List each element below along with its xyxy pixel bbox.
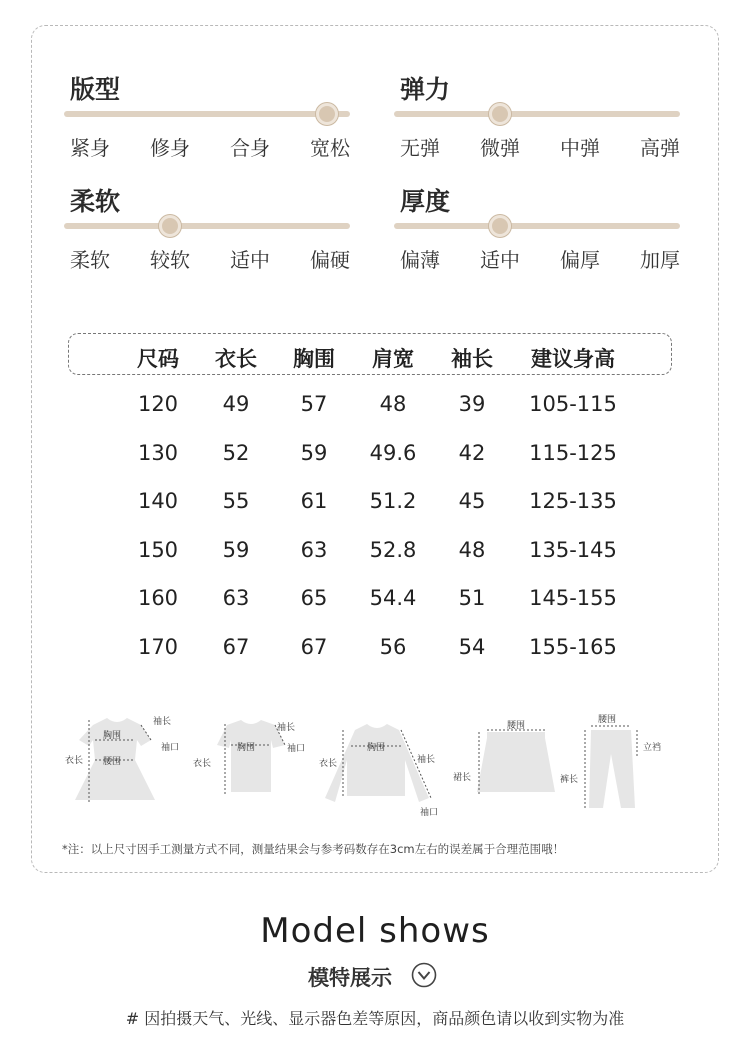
size-table-cell: 48 — [458, 537, 486, 562]
attr-thickness-title: 厚度 — [400, 187, 451, 216]
pants-diagram — [585, 726, 637, 808]
size-table-cell: 51 — [458, 586, 486, 610]
attr-softness-knob — [159, 215, 181, 237]
sweater-label: 衣长 — [319, 759, 338, 769]
pants-label: 裤长 — [560, 775, 579, 785]
attr-fit-option: 修身 — [150, 136, 190, 160]
size-table-header-cell: 衣长 — [215, 347, 257, 371]
attr-elasticity-option: 中弹 — [560, 136, 600, 160]
size-table-cell: 67 — [300, 634, 328, 659]
size-table-cell: 105-115 — [529, 392, 617, 416]
dress-label: 袖长 — [153, 717, 172, 727]
size-table-header-cell: 建议身高 — [531, 347, 615, 371]
size-table-cell: 63 — [300, 537, 328, 562]
size-table-cell: 115-125 — [529, 440, 617, 465]
attr-elasticity-track — [394, 111, 680, 117]
attr-fit-knob — [316, 103, 338, 125]
attr-elasticity-option: 微弹 — [480, 136, 520, 160]
size-table-cell: 59 — [222, 537, 250, 562]
attr-elasticity-option: 高弹 — [640, 136, 680, 160]
attr-thickness-option: 加厚 — [640, 248, 680, 272]
size-table-cell: 45 — [458, 489, 486, 513]
measurement-diagrams — [55, 700, 695, 830]
attr-softness-option: 适中 — [230, 248, 270, 272]
size-table-header-cell: 尺码 — [137, 347, 179, 371]
skirt-diagram — [477, 730, 555, 794]
skirt-label: 腰围 — [507, 721, 526, 731]
attr-fit-track — [64, 111, 350, 117]
model-section-title: Model shows — [260, 911, 490, 951]
dress-label: 腰围 — [103, 757, 122, 767]
size-table-cell: 125-135 — [529, 489, 617, 513]
tshirt-diagram — [217, 720, 285, 794]
sweater-label: 袖长 — [417, 755, 436, 765]
size-table-cell: 42 — [458, 440, 486, 465]
attr-fit-title: 版型 — [70, 75, 121, 104]
size-table-header-cell: 袖长 — [451, 347, 493, 371]
size-table-cell: 51.2 — [369, 489, 417, 513]
size-table-cell: 67 — [222, 634, 250, 659]
size-table-cell: 160 — [137, 586, 179, 610]
size-table-cell: 52.8 — [369, 537, 417, 562]
size-table-cell: 39 — [458, 392, 486, 416]
size-table-cell: 54.4 — [369, 586, 417, 610]
attr-thickness-option: 适中 — [480, 248, 520, 272]
attr-thickness-track — [394, 223, 680, 229]
size-table-cell: 145-155 — [529, 586, 617, 610]
size-table-header-cell: 肩宽 — [372, 347, 414, 371]
size-table-cell: 140 — [137, 489, 179, 513]
attr-softness-option: 柔软 — [70, 248, 110, 272]
tshirt-label: 袖口 — [287, 744, 306, 754]
size-table-cell: 155-165 — [529, 634, 617, 659]
attr-elasticity-option: 无弹 — [400, 136, 440, 160]
size-table-cell: 63 — [222, 586, 250, 610]
skirt-label: 裙长 — [453, 773, 472, 783]
color-disclaimer: # 因拍摄天气、光线、显示器色差等原因，商品颜色请以收到实物为准 — [125, 1009, 625, 1028]
size-table-cell: 48 — [379, 392, 407, 416]
model-section-subtitle: 模特展示 — [308, 966, 392, 990]
size-table-cell: 170 — [137, 634, 179, 659]
dress-label: 袖口 — [161, 743, 180, 753]
dress-label: 胸围 — [103, 731, 122, 741]
attr-softness-title: 柔软 — [70, 187, 121, 216]
pants-label: 腰围 — [598, 715, 617, 725]
size-table-cell: 49 — [222, 392, 250, 416]
size-table-cell: 52 — [222, 440, 250, 465]
attr-elasticity-title: 弹力 — [400, 75, 451, 104]
chevron-down-circle-icon[interactable] — [411, 962, 437, 988]
size-table-cell: 57 — [300, 392, 328, 416]
size-table-cell: 65 — [300, 586, 328, 610]
measurement-note: *注：以上尺寸因手工测量方式不同，测量结果会与参考码数存在3cm左右的误差属于合理范围哦！ — [62, 842, 565, 856]
attr-elasticity-knob — [489, 103, 511, 125]
size-table-cell: 120 — [137, 392, 179, 416]
attr-thickness-option: 偏厚 — [560, 248, 600, 272]
size-table-cell: 56 — [379, 634, 407, 659]
attr-fit-option: 宽松 — [310, 136, 350, 160]
size-table-cell: 150 — [137, 537, 179, 562]
attr-softness-option: 偏硬 — [310, 248, 350, 272]
attr-fit-option: 合身 — [230, 136, 270, 160]
attr-softness-track — [64, 223, 350, 229]
tshirt-label: 衣长 — [193, 759, 212, 769]
size-table-cell: 59 — [300, 440, 328, 465]
size-table-cell: 61 — [300, 489, 328, 513]
sweater-label: 胸围 — [367, 743, 386, 753]
size-table-cell: 49.6 — [369, 440, 417, 465]
attr-softness-option: 较软 — [150, 248, 190, 272]
tshirt-label: 袖长 — [277, 723, 296, 733]
sweater-diagram — [325, 724, 431, 802]
dress-label: 衣长 — [65, 756, 84, 766]
size-table-cell: 54 — [458, 634, 486, 659]
sweater-label: 袖口 — [420, 808, 439, 818]
attr-thickness-knob — [489, 215, 511, 237]
size-table-cell: 135-145 — [529, 537, 617, 562]
attr-thickness-option: 偏薄 — [400, 248, 440, 272]
tshirt-label: 胸围 — [237, 743, 256, 753]
attr-fit-option: 紧身 — [70, 136, 110, 160]
size-table-header-cell: 胸围 — [293, 347, 335, 371]
pants-label: 立裆 — [643, 743, 662, 753]
size-table-cell: 55 — [222, 489, 250, 513]
size-table-cell: 130 — [137, 440, 179, 465]
